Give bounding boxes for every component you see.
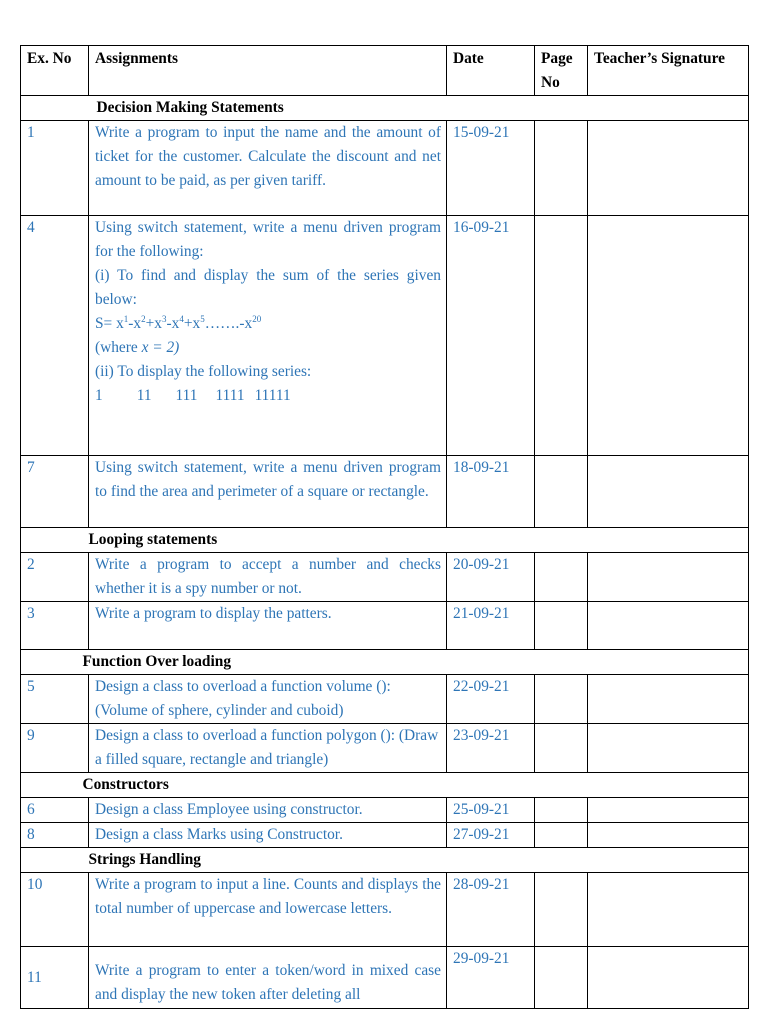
table-row (21, 724, 749, 773)
assignment-cell: Design a class Employee using constructor. (89, 798, 447, 823)
formula-text: S= x (95, 315, 124, 332)
header-date: Date (447, 46, 535, 96)
number-series (95, 384, 441, 408)
assignment-line: (ii) To display the following series: (95, 363, 312, 380)
assignment-cell (89, 216, 447, 456)
assignment-cell: Write a program to display the patters. (89, 602, 447, 650)
page-no-cell (535, 456, 588, 528)
signature-cell (588, 602, 749, 650)
page-no-cell (535, 798, 588, 823)
series-term: 1111 (215, 387, 245, 404)
section-title: Constructors (83, 773, 743, 798)
page-no-cell (535, 675, 588, 724)
section-row (21, 650, 749, 675)
assignment-cell: Write a program to enter a token/word in mixed case and display the new token after deleting all (89, 947, 447, 1009)
signature-cell (588, 947, 749, 1009)
page-no-cell (535, 121, 588, 216)
signature-cell (588, 121, 749, 216)
ex-no-cell: 6 (21, 798, 89, 823)
exponent: 5 (200, 313, 205, 324)
assignment-cell: Design a class Marks using Constructor. (89, 823, 447, 848)
series-term: 11111 (254, 387, 291, 404)
page-no-cell (535, 553, 588, 602)
signature-cell (588, 456, 749, 528)
signature-cell (588, 675, 749, 724)
table-row (21, 873, 749, 947)
assignment-line: (i) To find and display the sum of the series given below: (95, 267, 441, 308)
page-no-cell (535, 216, 588, 456)
assignment-line: Using switch statement, write a menu driven program for the following: (95, 219, 441, 260)
exponent: 20 (252, 313, 262, 324)
signature-cell (588, 873, 749, 947)
assignment-cell: Write a program to input a line. Counts and displays the total number of uppercase and lowercase letters. (89, 873, 447, 947)
section-title: Function Over loading (83, 650, 743, 675)
header-ex-no: Ex. No (21, 46, 89, 96)
ex-no-cell: 10 (21, 873, 89, 947)
ex-no-cell: 8 (21, 823, 89, 848)
table-row (21, 456, 749, 528)
section-row (21, 96, 749, 121)
exponent: 3 (162, 313, 167, 324)
ex-no-cell: 3 (21, 602, 89, 650)
date-cell: 27-09-21 (447, 823, 535, 848)
table-row (21, 798, 749, 823)
section-title: Strings Handling (89, 848, 749, 873)
signature-cell (588, 823, 749, 848)
table-row (21, 216, 749, 456)
series-formula: $S= x^1-x^2+x^3-x^4+x^5\dots\dots.-x^{20}$ (95, 313, 262, 332)
table-row (21, 947, 749, 1009)
page-no-cell (535, 724, 588, 773)
page-no-cell (535, 602, 588, 650)
series-term: 11 (136, 387, 152, 404)
ex-no-cell: 11 (21, 947, 89, 1009)
page-no-cell (535, 823, 588, 848)
signature-cell (588, 553, 749, 602)
section-row (21, 528, 749, 553)
section-row (21, 773, 749, 798)
assignments-table (20, 45, 749, 1009)
assignment-cell: Write a program to accept a number and checks whether it is a spy number or not. (89, 553, 447, 602)
where-text: (where (95, 339, 142, 356)
ex-no-cell: 4 (21, 216, 89, 456)
signature-cell (588, 724, 749, 773)
section-row (21, 848, 749, 873)
date-cell: 25-09-21 (447, 798, 535, 823)
formula-text: -x (166, 315, 180, 332)
date-cell: 21-09-21 (447, 602, 535, 650)
header-row (21, 46, 749, 96)
date-cell: 15-09-21 (447, 121, 535, 216)
signature-cell (588, 798, 749, 823)
ex-no-cell: 2 (21, 553, 89, 602)
date-cell: 28-09-21 (447, 873, 535, 947)
exponent: 2 (141, 313, 146, 324)
ex-no-cell: 7 (21, 456, 89, 528)
table-row (21, 602, 749, 650)
formula-text: …….-x (204, 315, 253, 332)
ex-no-cell: 1 (21, 121, 89, 216)
exponent: 4 (179, 313, 184, 324)
where-value: x = 2) (141, 339, 180, 356)
date-cell: 23-09-21 (447, 724, 535, 773)
table-row (21, 121, 749, 216)
table-row (21, 675, 749, 724)
table-row (21, 823, 749, 848)
page-no-cell (535, 947, 588, 1009)
header-page-no (535, 46, 588, 96)
assignment-cell: Design a class to overload a function polygon (): (Draw a filled square, rectangle and triangle) (89, 724, 447, 773)
table-row (21, 553, 749, 602)
ex-no-cell: 5 (21, 675, 89, 724)
signature-cell (588, 216, 749, 456)
date-cell: 16-09-21 (447, 216, 535, 456)
where-note (95, 336, 441, 360)
header-page-text: Page (541, 50, 573, 67)
header-signature: Teacher’s Signature (588, 46, 749, 96)
formula-text: -x (128, 315, 142, 332)
date-cell: 20-09-21 (447, 553, 535, 602)
exponent: 1 (123, 313, 129, 324)
assignment-cell: Using switch statement, write a menu driven program to find the area and perimeter of a square or rectangle. (89, 456, 447, 528)
series-term: 111 (175, 387, 198, 404)
header-assignments: Assignments (89, 46, 447, 96)
section-title: Decision Making Statements (89, 96, 749, 121)
header-no-text: No (541, 74, 560, 91)
series-term: 1 (95, 387, 103, 404)
page-no-cell (535, 873, 588, 947)
date-cell: 22-09-21 (447, 675, 535, 724)
date-cell: 18-09-21 (447, 456, 535, 528)
assignment-cell: Design a class to overload a function volume (): (Volume of sphere, cylinder and cuboid) (89, 675, 447, 724)
date-cell: 29-09-21 (447, 947, 535, 1009)
assignment-cell: Write a program to input the name and the amount of ticket for the customer. Calculate the discount and net amount to be paid, as per given tariff. (89, 121, 447, 216)
section-title: Looping statements (89, 528, 749, 553)
ex-no-cell: 9 (21, 724, 89, 773)
